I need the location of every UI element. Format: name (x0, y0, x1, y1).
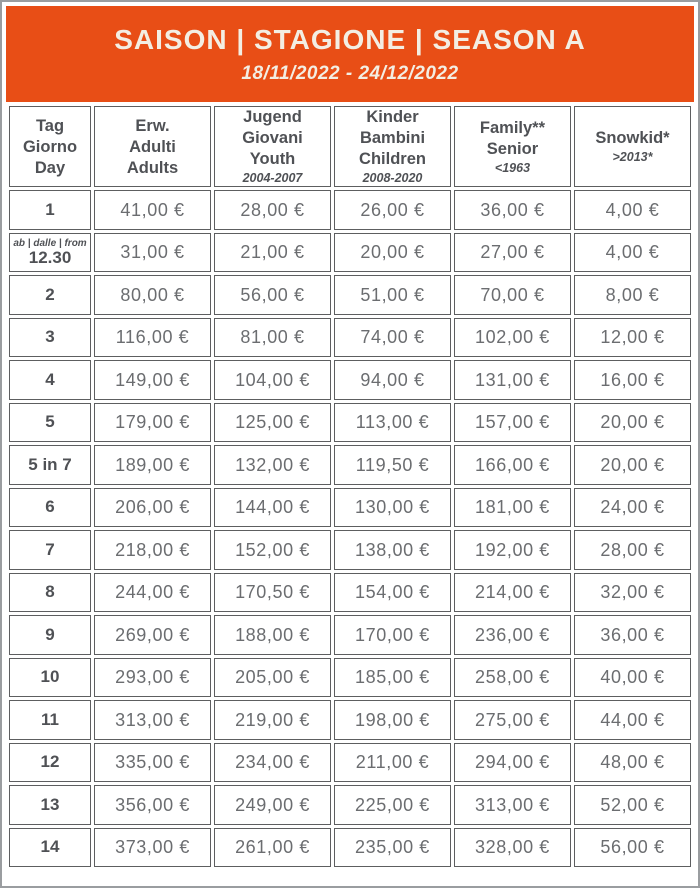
day-cell (9, 700, 91, 740)
day-label: 13 (40, 794, 60, 814)
price-cell (574, 488, 691, 528)
price-value: 113,00 € (355, 412, 430, 433)
price-value: 31,00 € (120, 242, 185, 263)
price-cell (94, 233, 211, 273)
day-cell (9, 658, 91, 698)
price-cell (94, 445, 211, 485)
price-value: 40,00 € (600, 667, 665, 688)
table-row (9, 573, 691, 613)
price-value: 244,00 € (115, 582, 190, 603)
price-cell (574, 828, 691, 868)
column-header-line: Adults (126, 158, 179, 177)
column-header-line: Kinder (366, 108, 419, 126)
price-value: 293,00 € (115, 667, 190, 688)
price-value: 20,00 € (360, 242, 425, 263)
price-value: 189,00 € (115, 454, 190, 475)
price-value: 20,00 € (600, 412, 665, 433)
table-row (9, 233, 691, 273)
price-cell (94, 828, 211, 868)
price-value: 36,00 € (480, 199, 545, 220)
table-row (9, 785, 691, 825)
price-cell (94, 530, 211, 570)
price-value: 131,00 € (475, 369, 550, 390)
column-header-line: Erw. (135, 116, 170, 135)
price-value: 52,00 € (600, 794, 665, 815)
price-value: 313,00 € (115, 709, 190, 730)
price-cell (454, 785, 571, 825)
column-header-year-note: >2013* (612, 150, 653, 165)
price-value: 8,00 € (605, 284, 660, 305)
day-cell (9, 785, 91, 825)
price-cell (334, 615, 451, 655)
header-row (9, 106, 691, 187)
price-value: 192,00 € (475, 539, 550, 560)
price-value: 70,00 € (480, 284, 545, 305)
price-value: 116,00 € (115, 327, 190, 348)
column-header-line: Jugend (243, 108, 302, 126)
price-cell (214, 785, 331, 825)
price-value: 269,00 € (115, 624, 190, 645)
price-cell (334, 233, 451, 273)
price-cell (574, 743, 691, 783)
table-row (9, 360, 691, 400)
price-value: 211,00 € (355, 752, 430, 773)
price-cell (94, 488, 211, 528)
price-value: 185,00 € (355, 667, 430, 688)
price-value: 16,00 € (600, 369, 665, 390)
day-cell (9, 828, 91, 868)
price-cell (334, 700, 451, 740)
column-header-year-note: <1963 (494, 160, 531, 175)
price-value: 104,00 € (235, 369, 310, 390)
column-header-line: Day (34, 158, 66, 177)
day-label: 3 (45, 327, 55, 347)
price-cell (94, 318, 211, 358)
day-note: ab | dalle | from (13, 237, 87, 249)
price-value: 28,00 € (600, 539, 665, 560)
day-label: 5 in 7 (28, 454, 72, 474)
day-label: 12.30 (28, 247, 72, 267)
day-cell (9, 615, 91, 655)
price-cell (454, 828, 571, 868)
day-label: 11 (41, 709, 59, 729)
price-value: 157,00 € (475, 412, 550, 433)
price-cell (94, 700, 211, 740)
price-cell (214, 275, 331, 315)
table-row (9, 700, 691, 740)
price-value: 56,00 € (600, 837, 665, 858)
price-cell (94, 275, 211, 315)
column-header-line: Children (359, 150, 426, 169)
day-label: 2 (45, 284, 55, 304)
day-label: 4 (45, 369, 55, 389)
price-value: 225,00 € (355, 794, 430, 815)
column-header (94, 106, 211, 187)
table-row (9, 445, 691, 485)
price-cell (214, 658, 331, 698)
price-cell (214, 360, 331, 400)
table-row (9, 530, 691, 570)
price-value: 28,00 € (240, 199, 305, 220)
price-cell (334, 785, 451, 825)
day-cell (9, 488, 91, 528)
price-cell (214, 403, 331, 443)
price-value: 181,00 € (475, 497, 550, 518)
price-cell (214, 828, 331, 868)
price-cell (334, 445, 451, 485)
price-value: 258,00 € (475, 667, 550, 688)
price-value: 4,00 € (605, 242, 660, 263)
price-cell (94, 785, 211, 825)
price-value: 32,00 € (600, 582, 665, 603)
price-cell (214, 700, 331, 740)
column-header (574, 106, 691, 187)
price-cell (454, 743, 571, 783)
price-value: 214,00 € (475, 582, 550, 603)
price-cell (454, 403, 571, 443)
day-label: 10 (40, 667, 60, 687)
day-label: 7 (45, 539, 55, 559)
day-cell (9, 573, 91, 613)
day-cell (9, 190, 91, 230)
price-value: 328,00 € (475, 837, 550, 858)
price-cell (94, 190, 211, 230)
price-value: 130,00 € (355, 497, 430, 518)
price-cell (454, 445, 571, 485)
table-row (9, 828, 691, 868)
price-value: 313,00 € (475, 794, 550, 815)
price-value: 149,00 € (115, 369, 190, 390)
price-cell (94, 573, 211, 613)
price-cell (214, 615, 331, 655)
price-cell (334, 403, 451, 443)
price-value: 179,00 € (115, 412, 190, 433)
price-cell (334, 658, 451, 698)
day-cell (9, 318, 91, 358)
price-cell (214, 233, 331, 273)
column-header (334, 106, 451, 187)
price-value: 219,00 € (235, 709, 310, 730)
day-label: 12 (40, 752, 60, 772)
column-header-year-note: 2004-2007 (242, 171, 303, 186)
price-value: 249,00 € (235, 794, 310, 815)
price-cell (574, 700, 691, 740)
price-cell (94, 743, 211, 783)
price-cell (214, 488, 331, 528)
column-header-line: Giovani (242, 129, 303, 148)
price-cell (334, 488, 451, 528)
price-value: 44,00 € (600, 709, 665, 730)
day-cell (9, 530, 91, 570)
column-header-content (575, 128, 690, 165)
price-value: 119,50 € (355, 454, 430, 475)
column-header-line: Bambini (359, 129, 426, 148)
price-cell (574, 275, 691, 315)
price-value: 373,00 € (115, 837, 190, 858)
price-table-body (9, 190, 691, 867)
column-header-content (95, 116, 210, 178)
price-value: 294,00 € (475, 752, 550, 773)
price-value: 234,00 € (235, 752, 310, 773)
price-cell (214, 318, 331, 358)
price-table (6, 103, 694, 870)
price-cell (334, 743, 451, 783)
price-cell (574, 233, 691, 273)
price-value: 20,00 € (600, 454, 665, 475)
price-value: 356,00 € (115, 794, 190, 815)
season-banner (6, 6, 694, 102)
price-cell (574, 403, 691, 443)
price-cell (94, 658, 211, 698)
price-cell (334, 275, 451, 315)
day-label: 9 (45, 624, 55, 644)
price-value: 21,00 € (240, 242, 305, 263)
price-value: 170,50 € (235, 582, 310, 603)
price-value: 218,00 € (115, 539, 190, 560)
price-value: 236,00 € (475, 624, 550, 645)
price-value: 4,00 € (605, 199, 660, 220)
price-value: 80,00 € (120, 284, 185, 305)
column-header-content (455, 118, 570, 176)
price-cell (454, 233, 571, 273)
price-cell (214, 190, 331, 230)
price-value: 170,00 € (355, 624, 430, 645)
table-row (9, 275, 691, 315)
price-value: 48,00 € (600, 752, 665, 773)
column-header-line: Tag (35, 116, 65, 135)
day-cell (9, 445, 91, 485)
column-header-line: Youth (249, 150, 296, 169)
price-value: 138,00 € (355, 539, 430, 560)
price-value: 198,00 € (355, 709, 430, 730)
price-cell (94, 615, 211, 655)
price-cell (334, 530, 451, 570)
day-label: 5 (45, 412, 55, 432)
table-row (9, 743, 691, 783)
column-header-year-note: 2008-2020 (362, 171, 423, 186)
price-cell (454, 658, 571, 698)
price-value: 154,00 € (355, 582, 430, 603)
price-value: 51,00 € (360, 284, 425, 305)
table-row (9, 403, 691, 443)
price-cell (214, 743, 331, 783)
price-cell (454, 190, 571, 230)
price-cell (454, 360, 571, 400)
day-label: 8 (45, 582, 55, 602)
price-value: 94,00 € (360, 369, 425, 390)
day-label: 1 (45, 199, 55, 219)
price-value: 24,00 € (600, 497, 665, 518)
price-value: 335,00 € (115, 752, 190, 773)
price-value: 125,00 € (235, 412, 310, 433)
price-cell (574, 445, 691, 485)
price-cell (574, 190, 691, 230)
price-cell (454, 573, 571, 613)
day-cell (9, 360, 91, 400)
price-cell (574, 785, 691, 825)
column-header-line: Family** (479, 118, 546, 137)
price-value: 166,00 € (475, 454, 550, 475)
price-cell (454, 700, 571, 740)
price-cell (214, 530, 331, 570)
price-cell (574, 530, 691, 570)
day-cell (9, 743, 91, 783)
price-cell (454, 275, 571, 315)
price-value: 144,00 € (235, 497, 310, 518)
price-cell (94, 360, 211, 400)
price-value: 102,00 € (475, 327, 550, 348)
price-cell (454, 488, 571, 528)
price-value: 235,00 € (355, 837, 430, 858)
price-value: 26,00 € (360, 199, 425, 220)
price-cell (574, 360, 691, 400)
day-label: 14 (40, 837, 60, 857)
column-header (214, 106, 331, 187)
table-row (9, 615, 691, 655)
price-value: 132,00 € (235, 454, 310, 475)
column-header-line: Giorno (22, 137, 78, 156)
day-cell (9, 275, 91, 315)
price-value: 74,00 € (360, 327, 425, 348)
price-value: 81,00 € (240, 327, 305, 348)
price-cell (454, 318, 571, 358)
price-cell (334, 318, 451, 358)
table-row (9, 658, 691, 698)
price-value: 152,00 € (235, 539, 310, 560)
price-value: 261,00 € (235, 837, 310, 858)
day-cell (9, 233, 91, 273)
price-value: 41,00 € (120, 199, 185, 220)
column-header (9, 106, 91, 187)
column-header (454, 106, 571, 187)
price-value: 36,00 € (600, 624, 665, 645)
day-cell (9, 403, 91, 443)
price-value: 188,00 € (235, 624, 310, 645)
column-header-content (335, 107, 450, 186)
column-header-line: Senior (486, 139, 539, 158)
price-value: 56,00 € (240, 284, 305, 305)
price-cell (214, 445, 331, 485)
column-header-content (215, 107, 330, 186)
table-row (9, 190, 691, 230)
table-row (9, 318, 691, 358)
price-value: 27,00 € (480, 242, 545, 263)
price-cell (574, 573, 691, 613)
column-header-content (10, 116, 90, 178)
price-cell (214, 573, 331, 613)
column-header-line: Adulti (129, 137, 176, 156)
price-cell (454, 615, 571, 655)
price-cell (574, 615, 691, 655)
price-cell (574, 658, 691, 698)
season-date-range: 18/11/2022 - 24/12/2022 (241, 62, 459, 84)
price-value: 205,00 € (235, 667, 310, 688)
season-title: SAISON | STAGIONE | SEASON A (114, 23, 586, 55)
price-value: 12,00 € (600, 327, 665, 348)
day-label: 6 (45, 497, 55, 517)
column-header-line: Snowkid* (595, 129, 670, 148)
price-cell (334, 360, 451, 400)
price-cell (334, 828, 451, 868)
price-cell (334, 190, 451, 230)
price-cell (94, 403, 211, 443)
price-value: 275,00 € (475, 709, 550, 730)
price-value: 206,00 € (115, 497, 190, 518)
table-row (9, 488, 691, 528)
price-cell (574, 318, 691, 358)
price-cell (454, 530, 571, 570)
price-cell (334, 573, 451, 613)
